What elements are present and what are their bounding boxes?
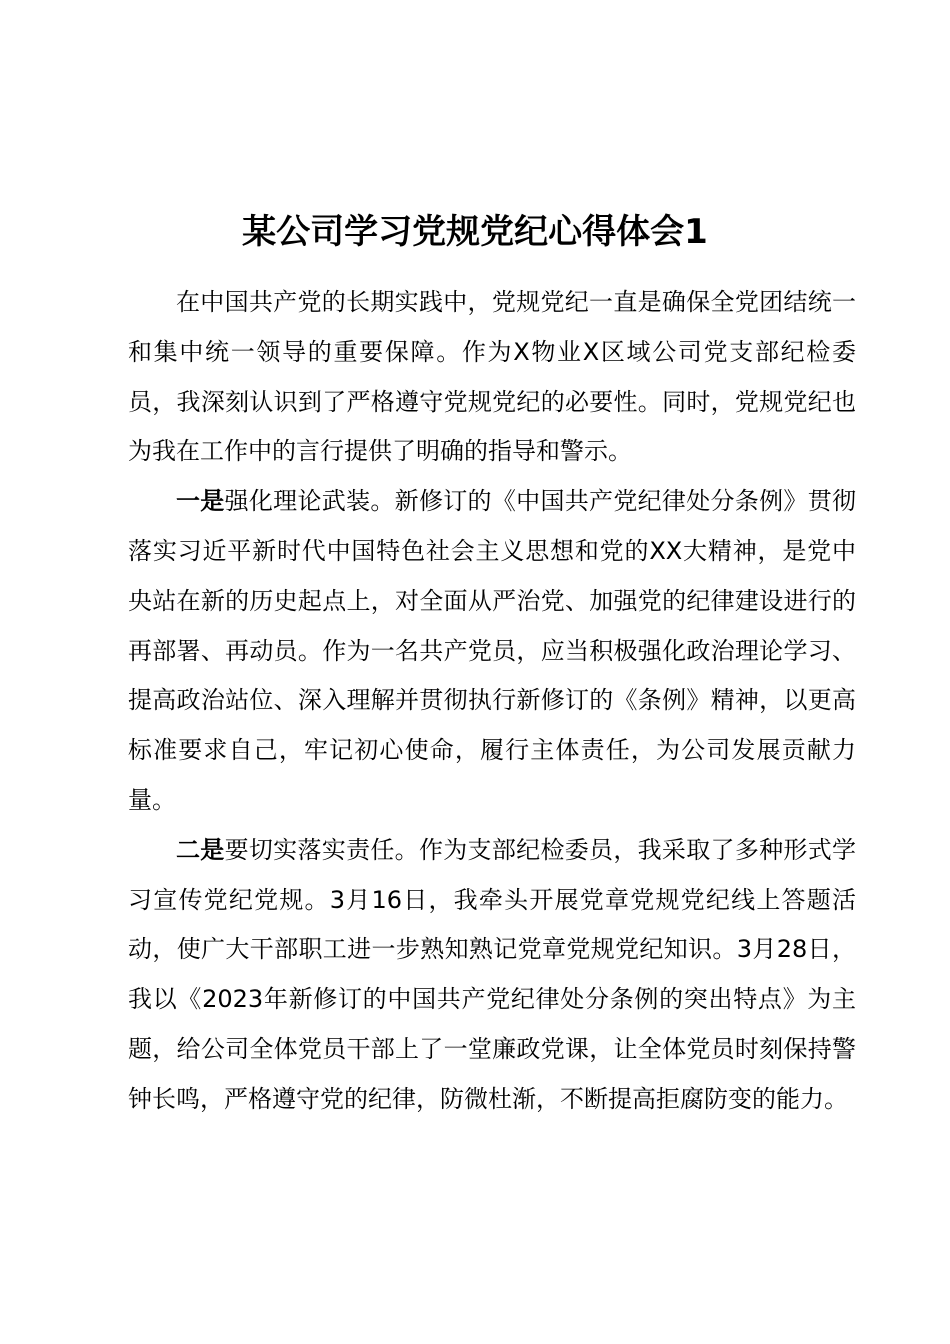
- paragraph-point-two: [128, 826, 856, 1125]
- paragraph-lead: 二是: [176, 835, 225, 864]
- paragraph-point-one: [128, 477, 856, 826]
- paragraph-text: 要切实落实责任。作为支部纪检委员，我采取了多种形式学习宣传党纪党规。3月16日，我牵头开展党章党规党纪线上答题活动，使广大干部职工进一步熟知熟记党章党规党纪知识。3月28日，我以《2023年新修订的中国共产党纪律处分条例的突出特点》为主题，给公司全体党员干部上了一堂廉政党课，让全体党员时刻保持警钟长鸣，严格遵守党的纪律，防微杜渐，不断提高拒腐防变的能力。: [128, 835, 856, 1113]
- paragraph-intro: [128, 278, 856, 477]
- paragraph-lead: 一是: [176, 487, 225, 516]
- document-body: [128, 278, 856, 1125]
- paragraph-text: 强化理论武装。新修订的《中国共产党纪律处分条例》贯彻落实习近平新时代中国特色社会主义思想和党的XX大精神，是党中央站在新的历史起点上，对全面从严治党、加强党的纪律建设进行的再部署、再动员。作为一名共产党员，应当积极强化政治理论学习、提高政治站位、深入理解并贯彻执行新修订的《条例》精神，以更高标准要求自己，牢记初心使命，履行主体责任，为公司发展贡献力量。: [128, 487, 856, 814]
- document-title: 某公司学习党规党纪心得体会1: [242, 212, 708, 252]
- paragraph-text: 在中国共产党的长期实践中，党规党纪一直是确保全党团结统一和集中统一领导的重要保障。作为X物业X区域公司党支部纪检委员，我深刻认识到了严格遵守党规党纪的必要性。同时，党规党纪也为我在工作中的言行提供了明确的指导和警示。: [128, 288, 856, 466]
